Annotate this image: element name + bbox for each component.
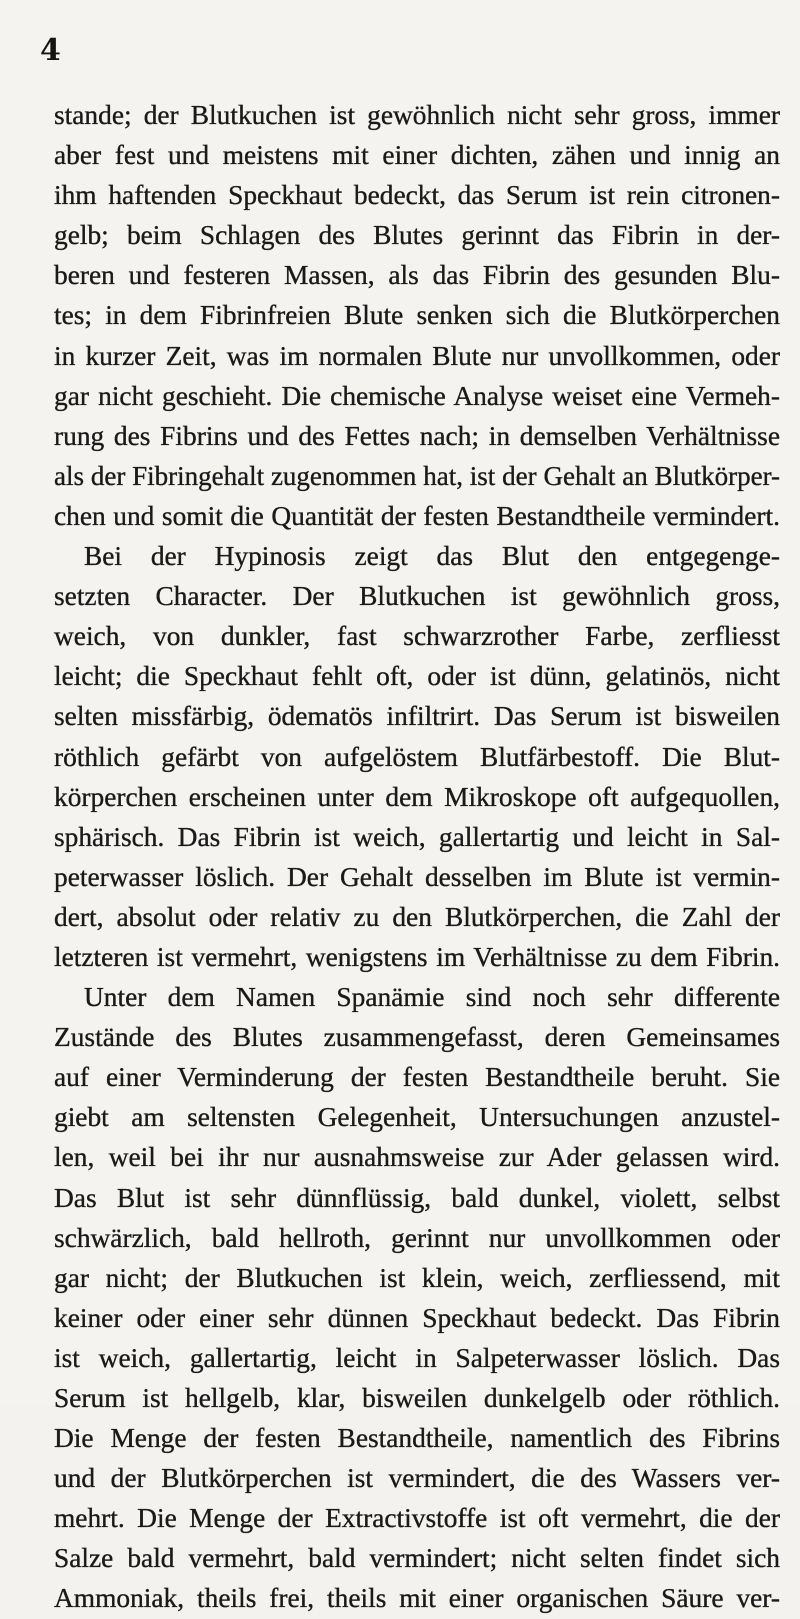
- text-line: rung des Fibrins und des Fettes nach; in demselben Verhältnisse: [54, 420, 780, 451]
- text-line: letzteren ist vermehrt, wenigstens im Verhältnisse zu dem Fibrin.: [54, 941, 780, 972]
- text-line: gelb; beim Schlagen des Blutes gerinnt das Fibrin in der-: [54, 220, 780, 251]
- text-line: peterwasser löslich. Der Gehalt desselben im Blute ist vermin-: [54, 861, 780, 892]
- text-line: gar nicht; der Blutkuchen ist klein, weich, zerfliessend, mit: [54, 1262, 780, 1293]
- text-line: gar nicht geschieht. Die chemische Analyse weiset eine Vermeh-: [54, 380, 780, 411]
- text-line: stande; der Blutkuchen ist gewöhnlich nicht sehr gross, immer: [54, 100, 780, 130]
- text-line: keiner oder einer sehr dünnen Speckhaut bedeckt. Das Fibrin: [54, 1302, 780, 1333]
- text-line: Bei der Hypinosis zeigt das Blut den entgegenge-: [84, 541, 780, 572]
- text-line: Serum ist hellgelb, klar, bisweilen dunkelgelb oder röthlich.: [54, 1383, 780, 1413]
- text-line: sphärisch. Das Fibrin ist weich, gallertartig und leicht in Sal-: [54, 821, 780, 852]
- text-line: selten missfärbig, ödematös infiltrirt. Das Serum ist bisweilen: [54, 701, 780, 732]
- text-line: körperchen erscheinen unter dem Mikroskope oft aufgequollen,: [54, 781, 780, 812]
- text-line: in kurzer Zeit, was im normalen Blute nur unvollkommen, oder: [54, 340, 780, 371]
- text-line: leicht; die Speckhaut fehlt oft, oder ist dünn, gelatinös, nicht: [54, 661, 780, 692]
- text-line: setzten Character. Der Blutkuchen ist gewöhnlich gross,: [54, 581, 780, 612]
- text-line: und der Blutkörperchen ist vermindert, die des Wassers ver-: [54, 1463, 780, 1494]
- text-line: mehrt. Die Menge der Extractivstoffe ist oft vermehrt, die der: [54, 1503, 780, 1534]
- text-line: tes; in dem Fibrinfreien Blute senken sich die Blutkörperchen: [54, 300, 780, 331]
- text-line: Die Menge der festen Bestandtheile, namentlich des Fibrins: [54, 1423, 780, 1454]
- text-line: beren und festeren Massen, als das Fibrin des gesunden Blu-: [54, 260, 780, 291]
- text-line: chen und somit die Quantität der festen Bestandtheile vermindert.: [54, 500, 780, 531]
- text-line: ihm haftenden Speckhaut bedeckt, das Serum ist rein citronen-: [54, 180, 780, 211]
- text-line: len, weil bei ihr nur ausnahmsweise zur Ader gelassen wird.: [54, 1142, 780, 1173]
- text-line: dert, absolut oder relativ zu den Blutkörperchen, die Zahl der: [54, 901, 780, 932]
- body-text: [54, 95, 780, 1619]
- text-line: röthlich gefärbt von aufgelöstem Blutfärbestoff. Die Blut-: [54, 741, 780, 772]
- page-number: 4: [40, 33, 61, 68]
- text-line: Zustände des Blutes zusammengefasst, deren Gemeinsames: [54, 1022, 780, 1053]
- text-line: als der Fibringehalt zugenommen hat, ist der Gehalt an Blutkörper-: [54, 460, 780, 491]
- text-line: schwärzlich, bald hellroth, gerinnt nur unvollkommen oder: [54, 1222, 780, 1253]
- text-line: Das Blut ist sehr dünnflüssig, bald dunkel, violett, selbst: [54, 1182, 780, 1213]
- text-line: auf einer Verminderung der festen Bestandtheile beruht. Sie: [54, 1062, 780, 1093]
- text-line: ist weich, gallertartig, leicht in Salpeterwasser löslich. Das: [54, 1342, 780, 1373]
- text-line: Unter dem Namen Spanämie sind noch sehr differente: [84, 982, 780, 1013]
- text-line: Ammoniak, theils frei, theils mit einer organischen Säure ver-: [54, 1583, 780, 1614]
- text-line: giebt am seltensten Gelegenheit, Untersuchungen anzustel-: [54, 1102, 780, 1133]
- text-line: aber fest und meistens mit einer dichten, zähen und innig an: [54, 140, 780, 171]
- text-line: weich, von dunkler, fast schwarzrother Farbe, zerfliesst: [54, 621, 780, 652]
- text-line: Salze bald vermehrt, bald vermindert; nicht selten findet sich: [54, 1543, 780, 1574]
